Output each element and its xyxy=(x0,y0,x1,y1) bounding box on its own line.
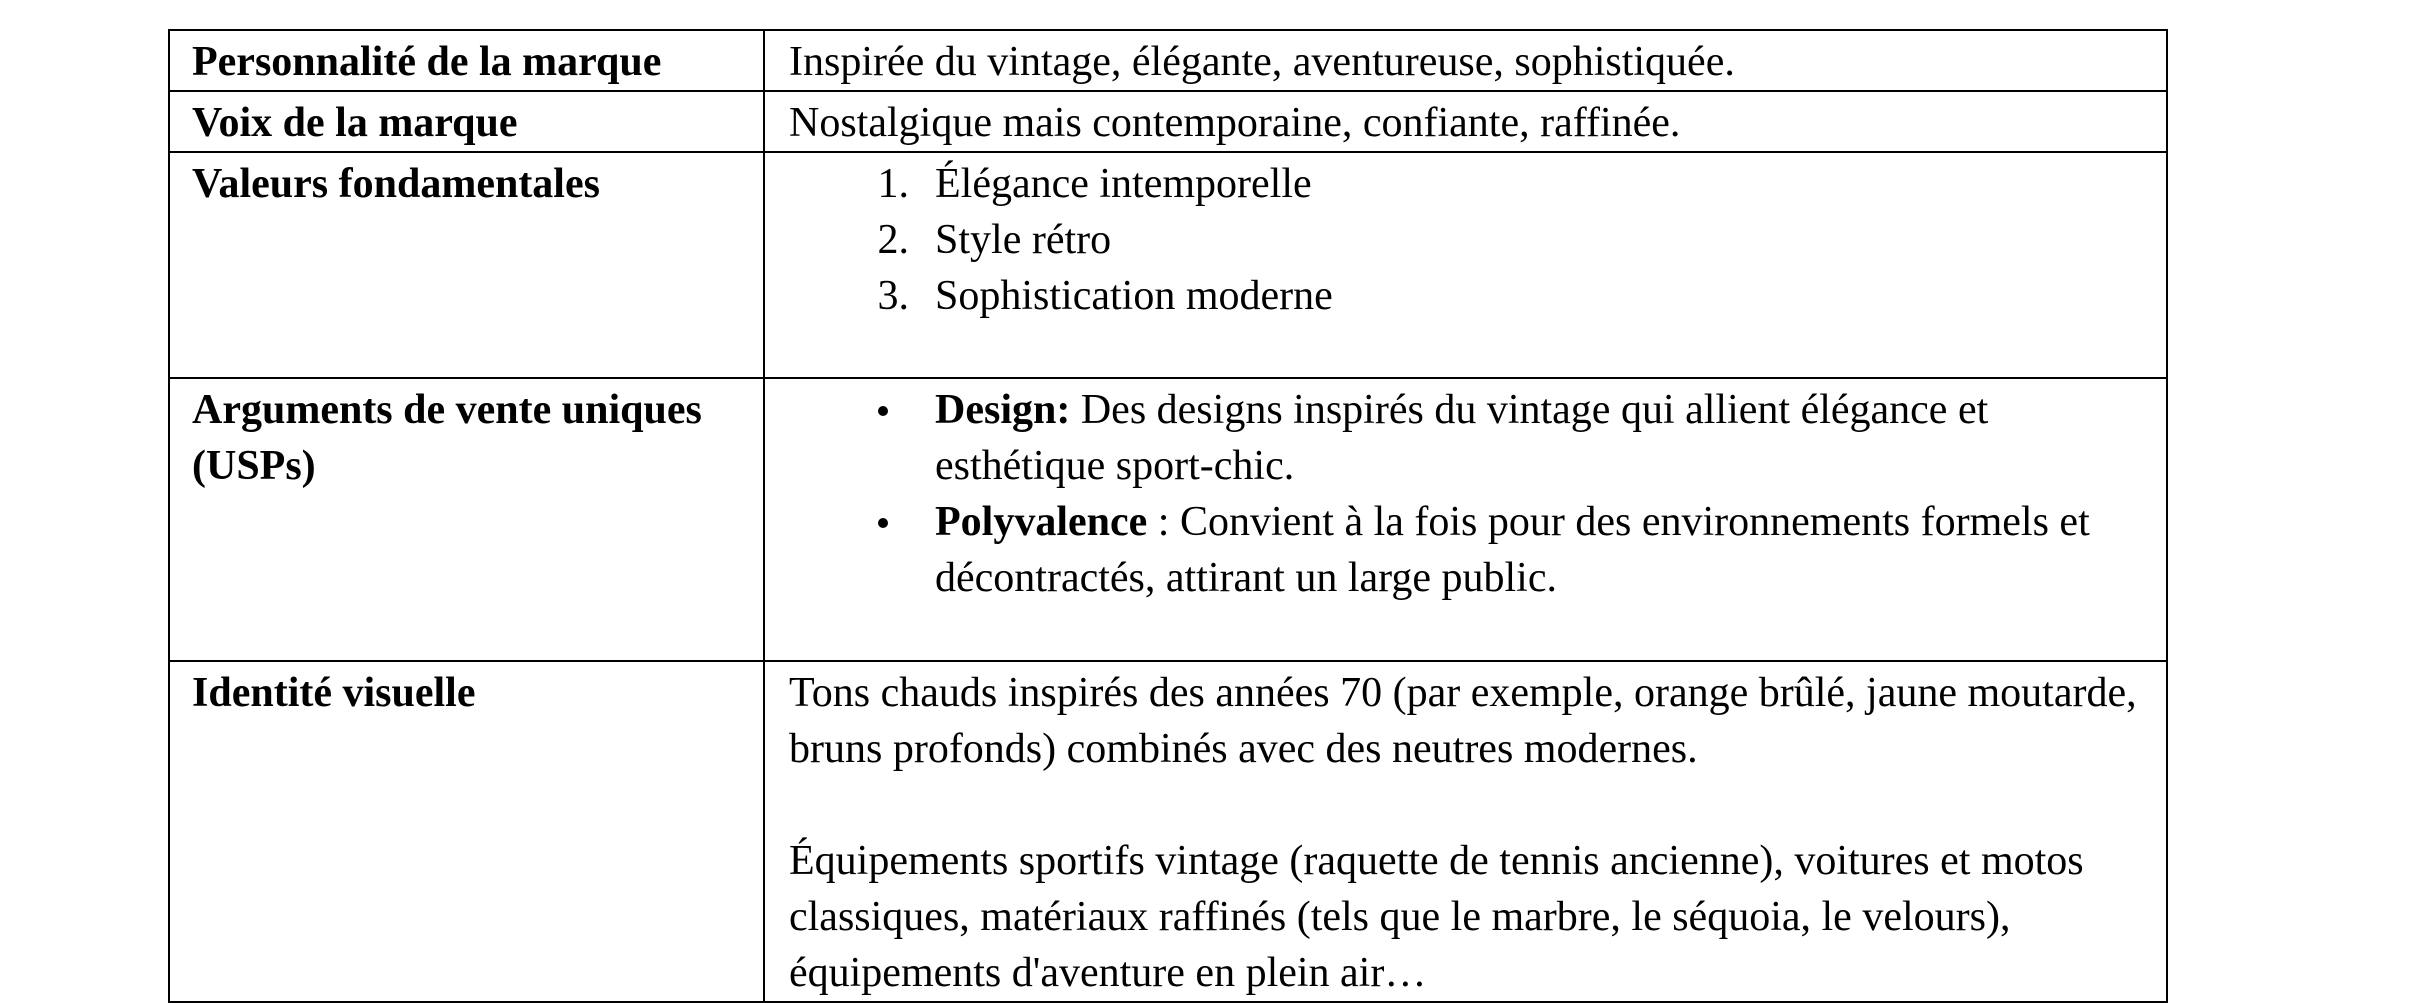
list-number: 2. xyxy=(877,217,909,263)
usps-list xyxy=(789,382,2144,606)
list-item-text: Sophistication moderne xyxy=(935,273,1333,319)
list-item-text: Style rétro xyxy=(935,217,1112,263)
usp-description: : Convient à la fois pour des environnements formels et décontractés, attirant un large public. xyxy=(935,499,2090,601)
usp-term: Design: xyxy=(935,387,1071,433)
bullet-icon xyxy=(789,382,935,494)
table-row-core-values xyxy=(169,152,2167,378)
table-row-usps xyxy=(169,378,2167,661)
list-item-text xyxy=(935,382,2144,494)
row-label: Valeurs fondamentales xyxy=(169,152,764,378)
row-label: Identité visuelle xyxy=(169,661,764,1002)
list-item xyxy=(789,156,2144,212)
list-item xyxy=(789,212,2144,268)
usps-cell xyxy=(764,378,2167,661)
table-row-brand-voice xyxy=(169,91,2167,152)
row-label: Personnalité de la marque xyxy=(169,30,764,91)
visual-paragraph: Tons chauds inspirés des années 70 (par exemple, orange brûlé, jaune moutarde, bruns profonds) combinés avec des neutres modernes. xyxy=(789,670,2137,772)
brand-identity-table xyxy=(168,29,2168,1003)
list-item xyxy=(789,382,2144,494)
core-values-cell xyxy=(764,152,2167,378)
list-item xyxy=(789,268,2144,324)
usp-term: Polyvalence xyxy=(935,499,1148,545)
list-item xyxy=(789,494,2144,606)
list-item-text xyxy=(935,494,2144,606)
row-label: Arguments de vente uniques (USPs) xyxy=(169,378,764,661)
visual-paragraph: Équipements sportifs vintage (raquette de tennis ancienne), voitures et motos classiques, matériaux raffinés (tels que le marbre, le séquoia, le velours), équipements d'aventure en plein air… xyxy=(789,838,2084,996)
visual-identity-cell xyxy=(764,661,2167,1002)
list-number: 3. xyxy=(877,273,909,319)
paragraph-spacer xyxy=(789,777,2144,833)
row-label: Voix de la marque xyxy=(169,91,764,152)
core-values-list xyxy=(789,156,2144,324)
row-value: Nostalgique mais contemporaine, confiante, raffinée. xyxy=(764,91,2167,152)
usp-description: Des designs inspirés du vintage qui allient élégance et esthétique sport-chic. xyxy=(935,387,1989,489)
table-row-visual-identity xyxy=(169,661,2167,1002)
list-item-text: Élégance intemporelle xyxy=(935,161,1312,207)
bullet-icon xyxy=(789,494,935,606)
table-row-brand-personality xyxy=(169,30,2167,91)
row-value: Inspirée du vintage, élégante, aventureuse, sophistiquée. xyxy=(764,30,2167,91)
list-number: 1. xyxy=(877,161,909,207)
